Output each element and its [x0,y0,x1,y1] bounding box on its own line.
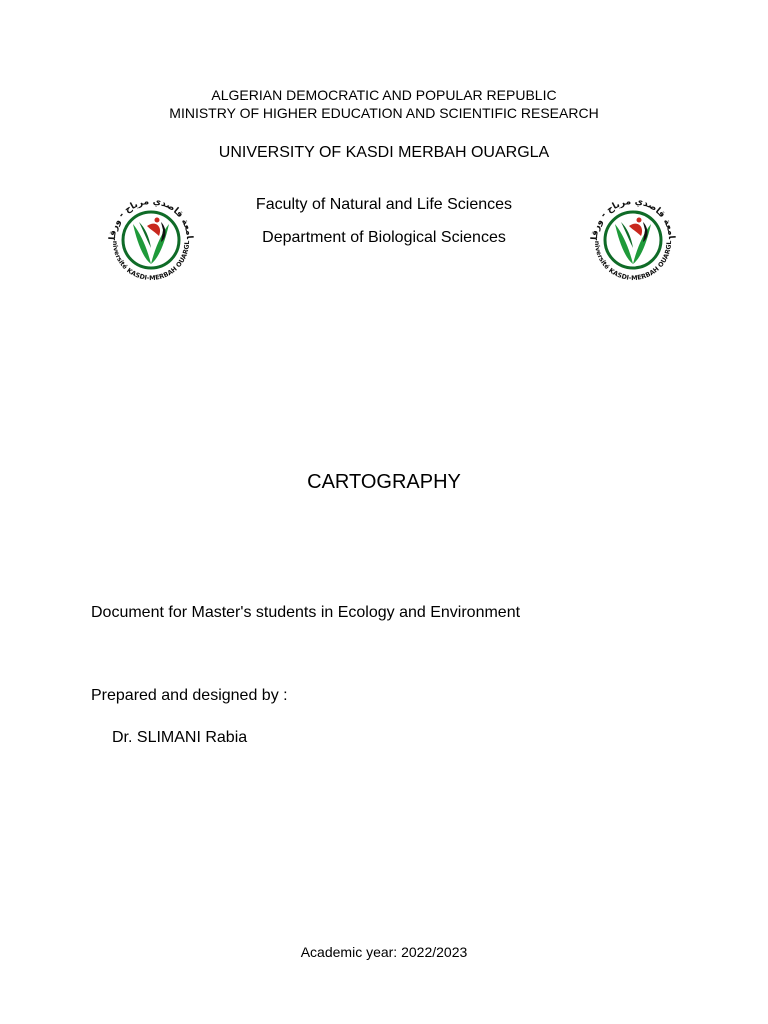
svg-text:Université KASDI-MERBAH OUARGL: niversité KASDI-MERBAH OUARGL [592,240,674,283]
prepared-label: Prepared and designed by : [91,687,288,704]
svg-text:جامعة قاصدي مرباح - ورقلة: امعة قاصدي مرباح - ورقل [589,196,677,241]
university-seal-right [585,190,681,286]
university-seal-icon [585,190,681,286]
svg-text:Université KASDI-MERBAH OUARGL: niversité KASDI-MERBAH OUARGL [110,240,192,283]
audience-line: Document for Master's students in Ecology and Environment [91,604,521,621]
university-heading: UNIVERSITY OF KASDI MERBAH OUARGLA [218,144,550,161]
author-name: Dr. SLIMANI Rabia [112,729,248,746]
department-heading: Department of Biological Sciences [262,229,506,246]
republic-heading: ALGERIAN DEMOCRATIC AND POPULAR REPUBLIC [211,87,557,103]
faculty-heading: Faculty of Natural and Life Sciences [255,196,513,213]
ministry-heading: MINISTRY OF HIGHER EDUCATION AND SCIENTIFIC RESEARCH [169,105,599,121]
academic-year: Academic year: 2022/2023 [300,944,468,960]
svg-text:جامعة قاصدي مرباح - ورقلة: امعة قاصدي مرباح - ورقل [107,196,195,241]
document-title: CARTOGRAPHY [307,471,461,493]
